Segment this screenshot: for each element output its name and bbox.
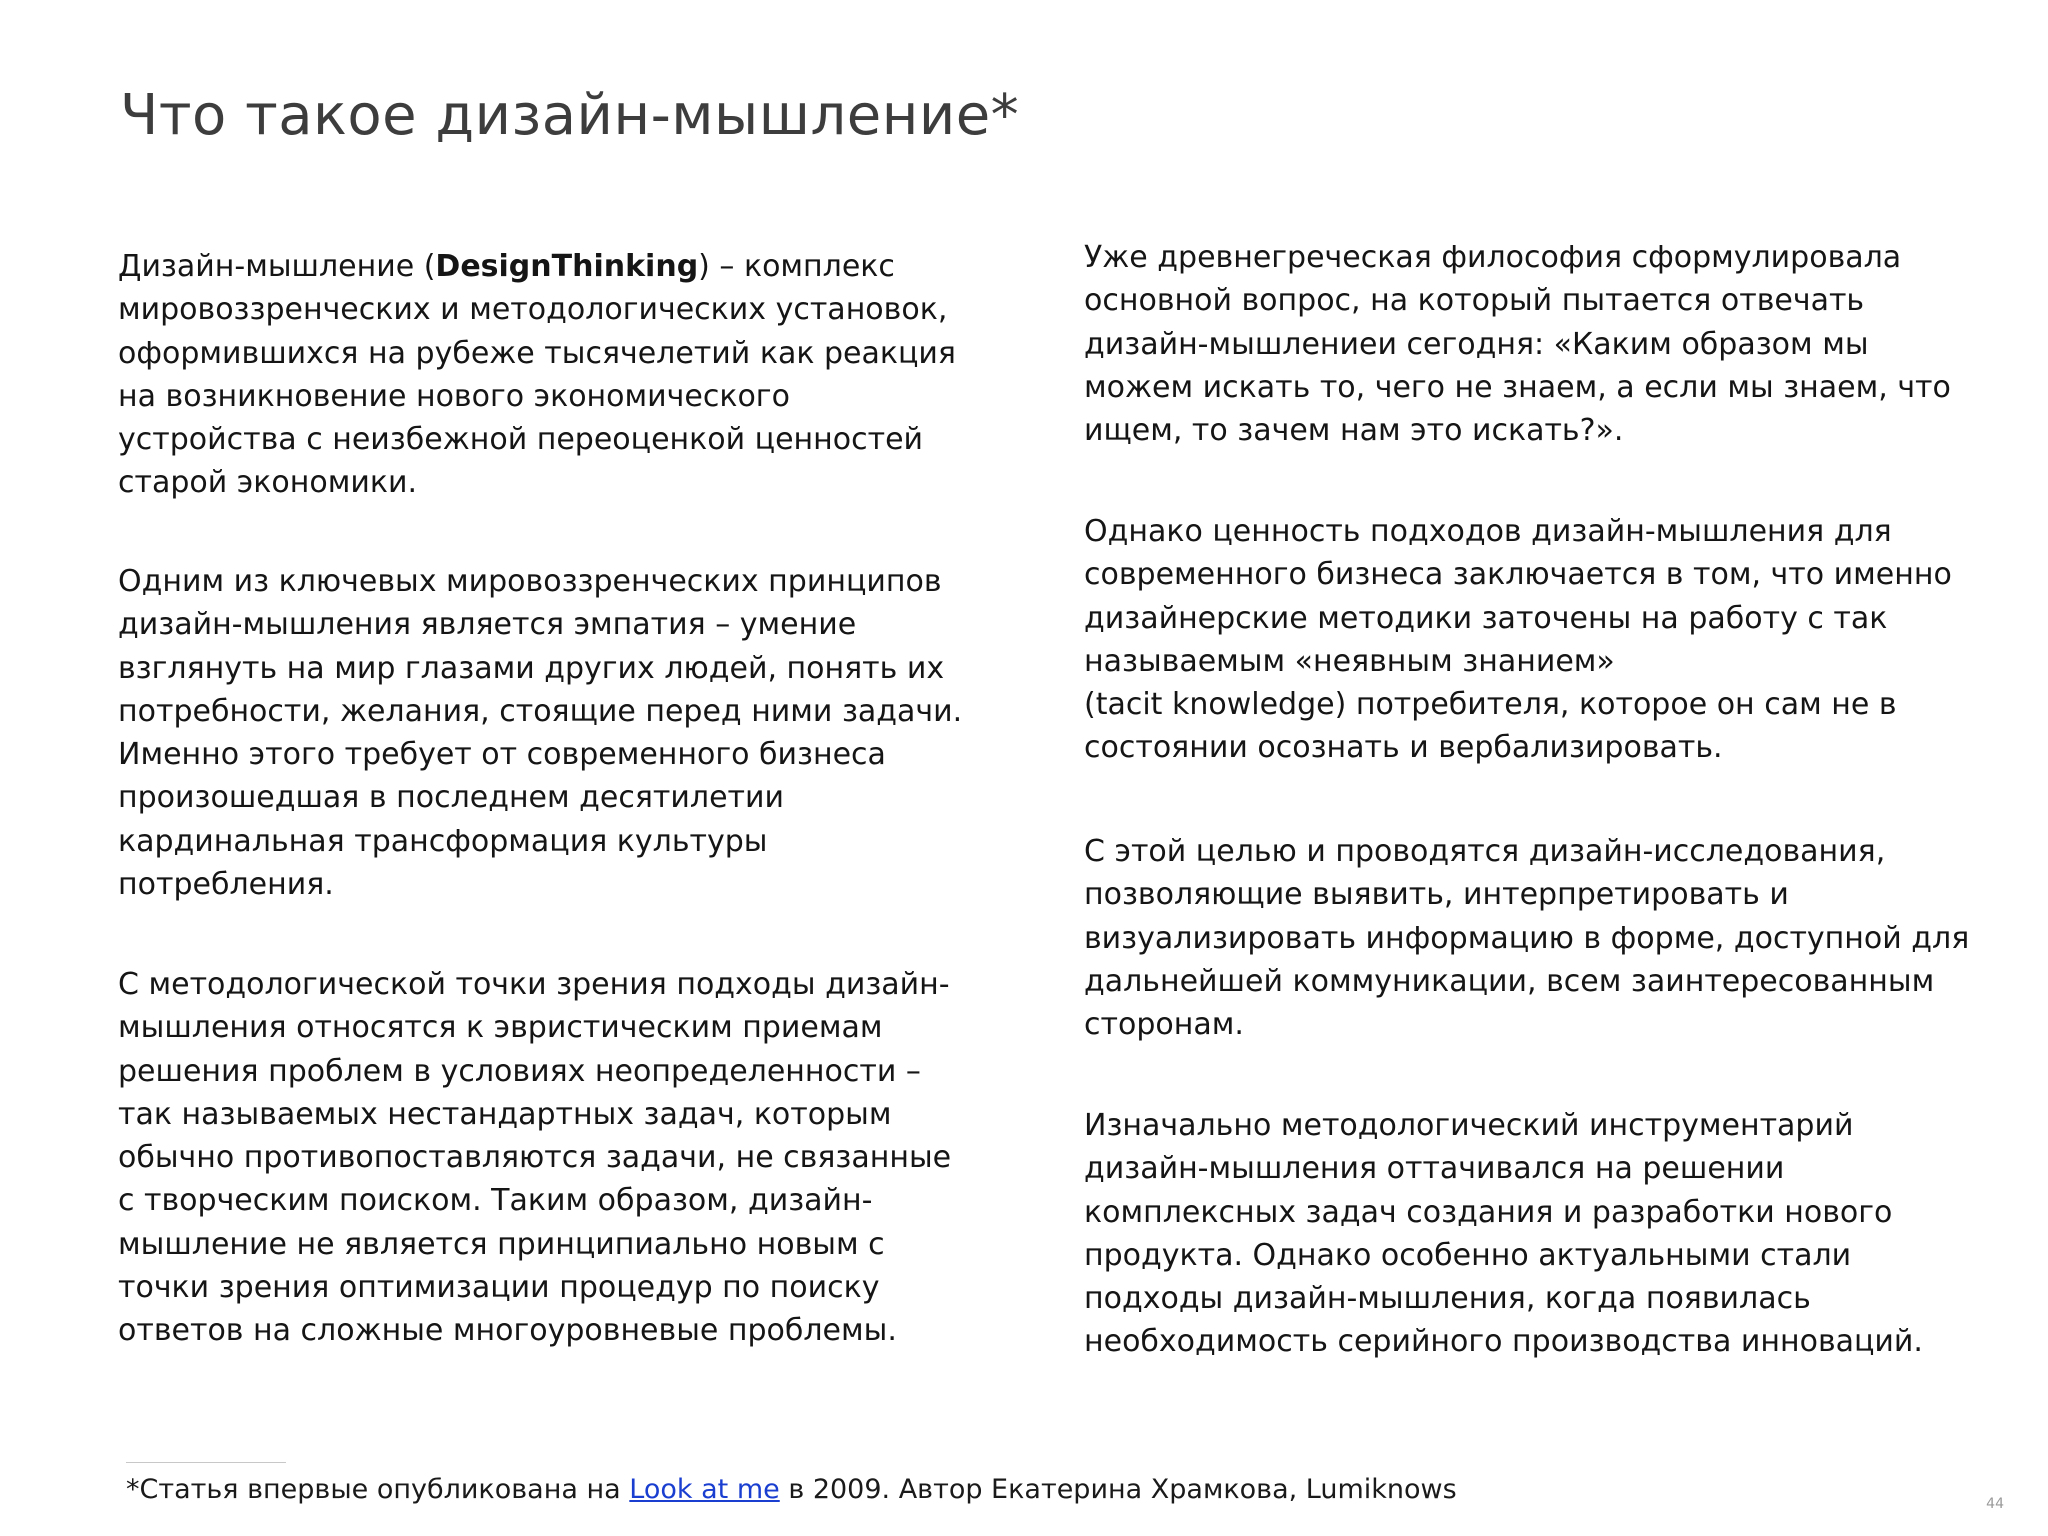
paragraph-line: взглянуть на мир глазами других людей, понять их [118,650,945,686]
paragraph-line: кардинальная трансформация культуры [118,823,768,859]
paragraph-line [118,245,956,288]
paragraph-line: основной вопрос, на который пытается отвечать [1084,283,1865,319]
footnote-divider [126,1462,286,1463]
paragraph-line: С этой целью и проводятся дизайн-исследования, [1084,834,1886,869]
paragraph-line: мышления относятся к эвристическим приемам [118,1010,883,1046]
paragraph-line: дизайн-мышления является эмпатия – умение [118,607,857,643]
footnote-text: *Статья впервые опубликована на [126,1474,630,1505]
paragraph-line: устройства с неизбежной переоценкой ценностей [118,422,924,458]
paragraph-line: так называемых нестандартных задач, которым [118,1096,892,1132]
paragraph-line: Именно этого требует от современного бизнеса [118,737,886,773]
paragraph-line: дизайнерские методики заточены на работу с так [1084,600,1888,636]
footnote-text: в 2009. Автор Екатерина Храмкова, Lumiknows [779,1474,1457,1505]
right-paragraph-1 [1084,236,1951,452]
page-title: Что такое дизайн-мышление* [120,83,1020,148]
paragraph-line: оформившихся на рубеже тысячелетий как реакция [118,335,956,371]
paragraph-line: с творческим поиском. Таким образом, дизайн- [118,1183,873,1219]
paragraph-line: точки зрения оптимизации процедур по поиску [118,1270,880,1306]
left-paragraph-2 [118,560,962,906]
paragraph-line: ответов на сложные многоуровневые проблемы. [118,1313,897,1349]
paragraph-line: дизайн-мышления оттачивался на решении [1084,1151,1785,1187]
paragraph-line: мировоззренческих и методологических установок, [118,292,948,328]
paragraph-line: подходы дизайн-мышления, когда появилась [1084,1281,1811,1317]
paragraph-line: на возникновение нового экономического [118,378,790,414]
paragraph-line: сторонам. [1084,1007,1244,1043]
paragraph-line: дальнейшей коммуникации, всем заинтересованным [1084,963,1935,999]
paragraph-line: С методологической точки зрения подходы дизайн- [118,967,950,1002]
paragraph-line: можем искать то, чего не знаем, а если мы знаем, что [1084,369,1951,405]
paragraph-line: Однако ценность подходов дизайн-мышления для [1084,514,1892,549]
right-paragraph-4 [1084,1104,1923,1364]
paragraph-line: Изначально методологический инструментарий [1084,1108,1854,1143]
paragraph-line: решения проблем в условиях неопределенности – [118,1053,921,1089]
paragraph-line: комплексных задач создания и разработки нового [1084,1194,1893,1230]
page-number: 44 [1986,1496,2004,1512]
paragraph-line: Уже древнегреческая философия сформулировала [1084,240,1902,275]
paragraph-line: продукта. Однако особенно актуальными стали [1084,1237,1852,1273]
paragraph-line: произошедшая в последнем десятилетии [118,780,784,816]
paragraph-line: потребления. [118,867,334,903]
right-paragraph-2 [1084,510,1952,770]
paragraph-line: старой экономики. [118,465,417,501]
paragraph-line: мышление не является принципиально новым с [118,1226,885,1262]
paragraph-line: потребности, желания, стоящие перед ними задачи. [118,693,963,729]
footnote [126,1472,1457,1508]
left-paragraph-1 [118,245,956,505]
paragraph-line: позволяющие выявить, интерпретировать и [1084,877,1789,913]
paragraph-line: состоянии осознать и вербализировать. [1084,730,1723,766]
look-at-me-link[interactable]: Look at me [629,1474,780,1505]
paragraph-line: современного бизнеса заключается в том, что именно [1084,557,1952,593]
left-paragraph-3 [118,963,951,1353]
paragraph-line: визуализировать информацию в форме, доступной для [1084,920,1970,956]
definition-text: Дизайн-мышление ( [118,249,436,284]
paragraph-line: ищем, то зачем нам это искать?». [1084,413,1624,449]
paragraph-line: (tacit knowledge) потребителя, которое он сам не в [1084,687,1897,723]
right-paragraph-3 [1084,830,1969,1046]
paragraph-line: необходимость серийного производства инноваций. [1084,1324,1923,1360]
design-thinking-term: DesignThinking [435,249,699,284]
definition-text: ) – комплекс [698,249,895,284]
paragraph-line: называемым «неявным знанием» [1084,643,1615,679]
paragraph-line: обычно противопоставляются задачи, не связанные [118,1140,952,1176]
paragraph-line: дизайн-мышлениеи сегодня: «Каким образом мы [1084,326,1869,362]
paragraph-line: Одним из ключевых мировоззренческих принципов [118,564,942,599]
